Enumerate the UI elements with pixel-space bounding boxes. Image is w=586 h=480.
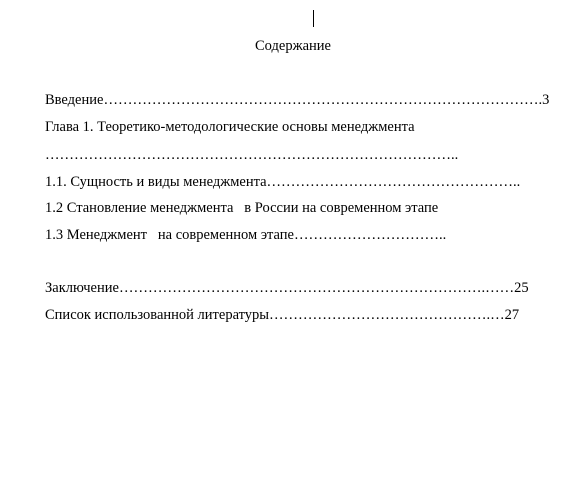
toc-entry-chapter-1: Глава 1. Теоретико-методологические основы менеджмента — [45, 119, 415, 135]
toc-entry-conclusion: Заключение………………………………………………………………….……25 — [45, 280, 529, 296]
toc-entry-references: Список использованной литературы……………………………………….…27 — [45, 307, 520, 323]
toc-title: Содержание — [255, 38, 331, 54]
toc-entry-section-1-2: 1.2 Становление менеджмента в России на современном этапе — [45, 200, 439, 216]
toc-entry-section-1-1: 1.1. Сущность и виды менеджмента…………………………………………….. — [45, 174, 521, 190]
text-cursor — [313, 10, 314, 27]
toc-entry-chapter-1-leader: ………………………………………………………………………….. — [45, 147, 462, 163]
toc-entry-introduction: Введение……………………………………………………………………………….3 — [45, 92, 550, 108]
toc-entry-section-1-3: 1.3 Менеджмент на современном этапе………………………….. — [45, 227, 447, 243]
